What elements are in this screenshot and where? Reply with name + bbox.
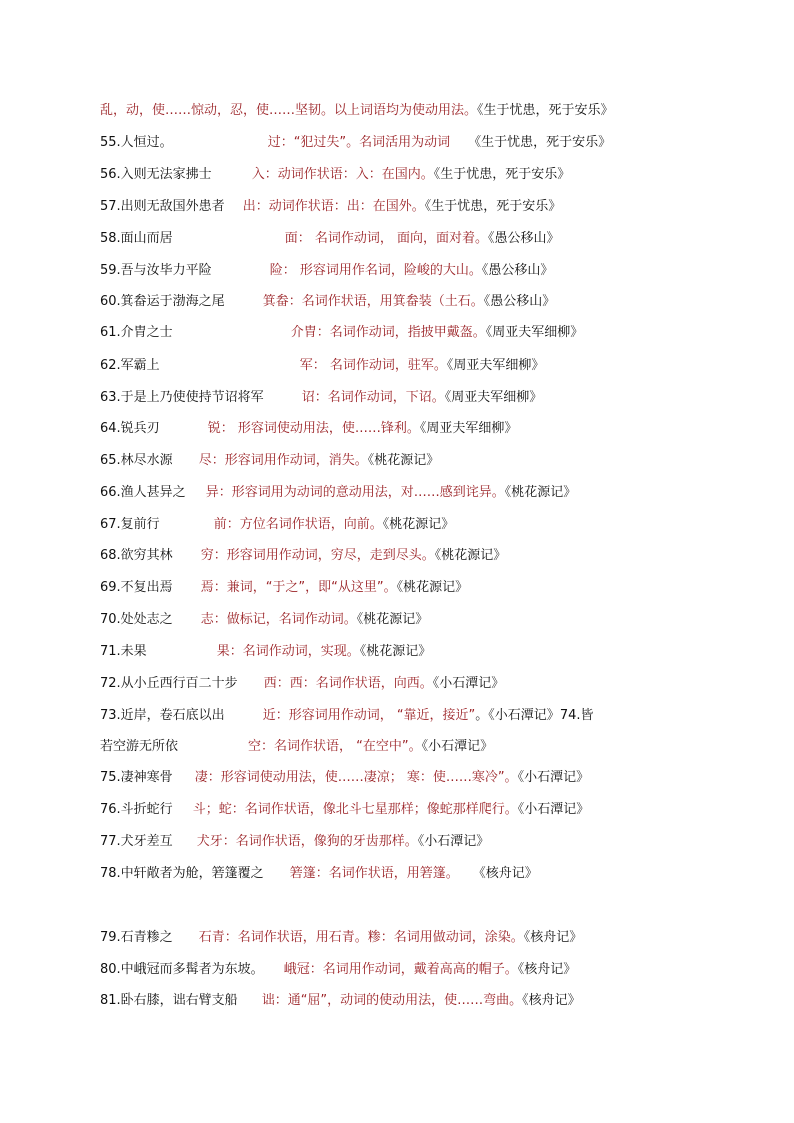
explanation: 箬篷：名词作状语，用箬篷。 [289, 866, 459, 881]
phrase: 79.石青糁之 [100, 930, 173, 945]
source: 《核舟记》 [472, 866, 538, 881]
source: 《生于忧患，死于安乐》 [424, 199, 562, 214]
phrase: 60.箕畚运于渤海之尾 [100, 294, 225, 309]
source: 《小石潭记》 [421, 739, 494, 754]
source: 《核舟记》 [517, 962, 577, 977]
line-72 [100, 674, 504, 694]
phrase: 80.中峨冠而多髯者为东坡。 [100, 962, 264, 977]
phrase: 72.从小丘西行百二十步 [100, 676, 238, 691]
explanation: 尽：形容词用作动词，消失。 [198, 453, 368, 468]
explanation: 西：西：名词作状语，向西。 [263, 676, 433, 691]
source: 《小石潭记》 [417, 834, 490, 849]
source: 《生于忧患，死于安乐》 [433, 167, 571, 182]
line-79 [100, 928, 582, 948]
line-62 [100, 356, 544, 376]
phrase: 71.未果 [100, 644, 147, 659]
source: 《愚公移山》 [487, 231, 560, 246]
line-81 [100, 991, 581, 1011]
phrase: 67.复前行 [100, 517, 160, 532]
explanation: 锐： 形容词使动用法，使……锋利。 [207, 421, 420, 436]
phrase: 73.近岸，卷石底以出 [100, 708, 225, 723]
explanation: 犬牙：名词作状语，像狗的牙齿那样。 [196, 834, 418, 849]
line-69 [100, 578, 468, 598]
phrase: 56.入则无法家拂士 [100, 167, 212, 182]
phrase: 61.介胄之士 [100, 325, 173, 340]
phrase: 77.犬牙差互 [100, 834, 173, 849]
source: 《核舟记》 [522, 993, 581, 1008]
line-55 [100, 133, 611, 153]
source: 《桃花源记》 [359, 644, 432, 659]
line-61 [100, 323, 583, 343]
explanation: 焉：兼词，“于之”，即“从这里”。 [200, 580, 397, 595]
explanation: 斗；蛇：名词作状语，像北斗七星那样；像蛇那样爬行。 [192, 802, 518, 817]
line-57 [100, 197, 561, 217]
line-60 [100, 292, 555, 312]
explanation: 险： 形容词用作名词，险峻的大山。 [269, 263, 482, 278]
explanation: 出：动词作状语：出：在国外。 [242, 199, 425, 214]
explanation: 乱，动，使……惊动，忍，使……坚韧。以上词语均为使动用法。 [100, 103, 478, 118]
phrase: 70.处处志之 [100, 612, 173, 627]
explanation: 介胄：名词作动词，指披甲戴盔。 [290, 325, 486, 340]
source: 《小石潭记》 [517, 770, 590, 785]
explanation: 志：做标记，名词作动词。 [200, 612, 357, 627]
explanation: 峨冠：名词用作动词，戴着高高的帽子。 [283, 962, 518, 977]
explanation: 前：方位名词作状语，向前。 [213, 517, 383, 532]
explanation: 入：动词作状语：入：在国内。 [251, 167, 434, 182]
line-0 [100, 101, 614, 121]
source: 。《小石潭记》 [475, 708, 560, 723]
line-70 [100, 610, 428, 630]
source: 《周亚夫军细柳》 [485, 325, 584, 340]
source: 《核舟记》 [523, 930, 583, 945]
source: 《愚公移山》 [483, 294, 556, 309]
phrase: 81.卧右膝，诎右臂支船 [100, 993, 238, 1008]
line-76 [100, 800, 589, 820]
phrase: 75.凄神寒骨 [100, 770, 173, 785]
line-58 [100, 229, 559, 249]
line-73 [100, 706, 594, 726]
explanation: 过：“犯过失”。名词活用为动词 [267, 135, 451, 150]
explanation: 诏：名词作动词，下诏。 [301, 390, 445, 405]
phrase: 63.于是上乃使使持节诏将军 [100, 390, 264, 405]
phrase: 68.欲穷其林 [100, 548, 173, 563]
source: 《愚公移山》 [481, 263, 554, 278]
source: 《桃花源记》 [382, 517, 455, 532]
phrase: 64.锐兵刃 [100, 421, 160, 436]
source: 《生于忧患，死于安乐》 [468, 135, 612, 150]
source: 《桃花源记》 [356, 612, 429, 627]
line-71 [100, 642, 431, 662]
line-68 [100, 546, 506, 566]
line-64 [100, 419, 517, 439]
source: 《周亚夫军细柳》 [419, 421, 518, 436]
line-74 [100, 737, 493, 757]
phrase: 59.吾与汝毕力平险 [100, 263, 212, 278]
explanation: 果：名词作动词，实现。 [216, 644, 360, 659]
source: 《小石潭记》 [432, 676, 505, 691]
phrase: 76.斗折蛇行 [100, 802, 173, 817]
explanation: 面： 名词作动词， 面向，面对着。 [284, 231, 488, 246]
phrase: 55.人恒过。 [100, 135, 173, 150]
line-77 [100, 832, 489, 852]
line-75 [100, 768, 589, 788]
phrase: 57.出则无敌国外患者 [100, 199, 225, 214]
line-80 [100, 960, 576, 980]
source: 《桃花源记》 [434, 548, 507, 563]
phrase: 58.面山而居 [100, 231, 173, 246]
phrase: 66.渔人甚异之 [100, 485, 186, 500]
explanation: 异：形容词用为动词的意动用法，对……感到诧异。 [205, 485, 505, 500]
explanation: 近：形容词用作动词， “靠近，接近” [262, 708, 476, 723]
line-78 [100, 864, 538, 884]
line-65 [100, 451, 439, 471]
line-63 [100, 388, 542, 408]
source: 《生于忧患，死于安乐》 [477, 103, 614, 118]
line-59 [100, 261, 553, 281]
line-67 [100, 515, 454, 535]
line-66 [100, 483, 576, 503]
phrase-continued: 74.皆 [559, 708, 594, 723]
source: 《桃花源记》 [396, 580, 469, 595]
source: 《桃花源记》 [367, 453, 440, 468]
explanation: 箕畚：名词作状语，用箕畚装（土石。 [262, 294, 484, 309]
phrase: 78.中轩敞者为舱，箬篷覆之 [100, 866, 264, 881]
line-56 [100, 165, 570, 185]
phrase: 若空游无所依 [100, 739, 179, 754]
phrase: 65.林尽水源 [100, 453, 173, 468]
phrase: 62.军霸上 [100, 358, 160, 373]
explanation: 诎：通“屈”，动词的使动用法，使……弯曲。 [261, 993, 523, 1008]
source: 《周亚夫军细柳》 [444, 390, 543, 405]
explanation: 空：名词作状语， “在空中”。 [248, 739, 422, 754]
explanation: 穷：形容词用作动词，穷尽，走到尽头。 [200, 548, 435, 563]
explanation: 军： 名词作动词，驻军。 [299, 358, 447, 373]
source: 《周亚夫军细柳》 [446, 358, 545, 373]
source: 《小石潭记》 [517, 802, 590, 817]
source: 《桃花源记》 [504, 485, 577, 500]
explanation: 石青：名词作状语，用石青。糁：名词用做动词，涂染。 [198, 930, 524, 945]
explanation: 凄：形容词使动用法，使……凄凉； 寒：使……寒冷”。 [194, 770, 518, 785]
phrase: 69.不复出焉 [100, 580, 173, 595]
